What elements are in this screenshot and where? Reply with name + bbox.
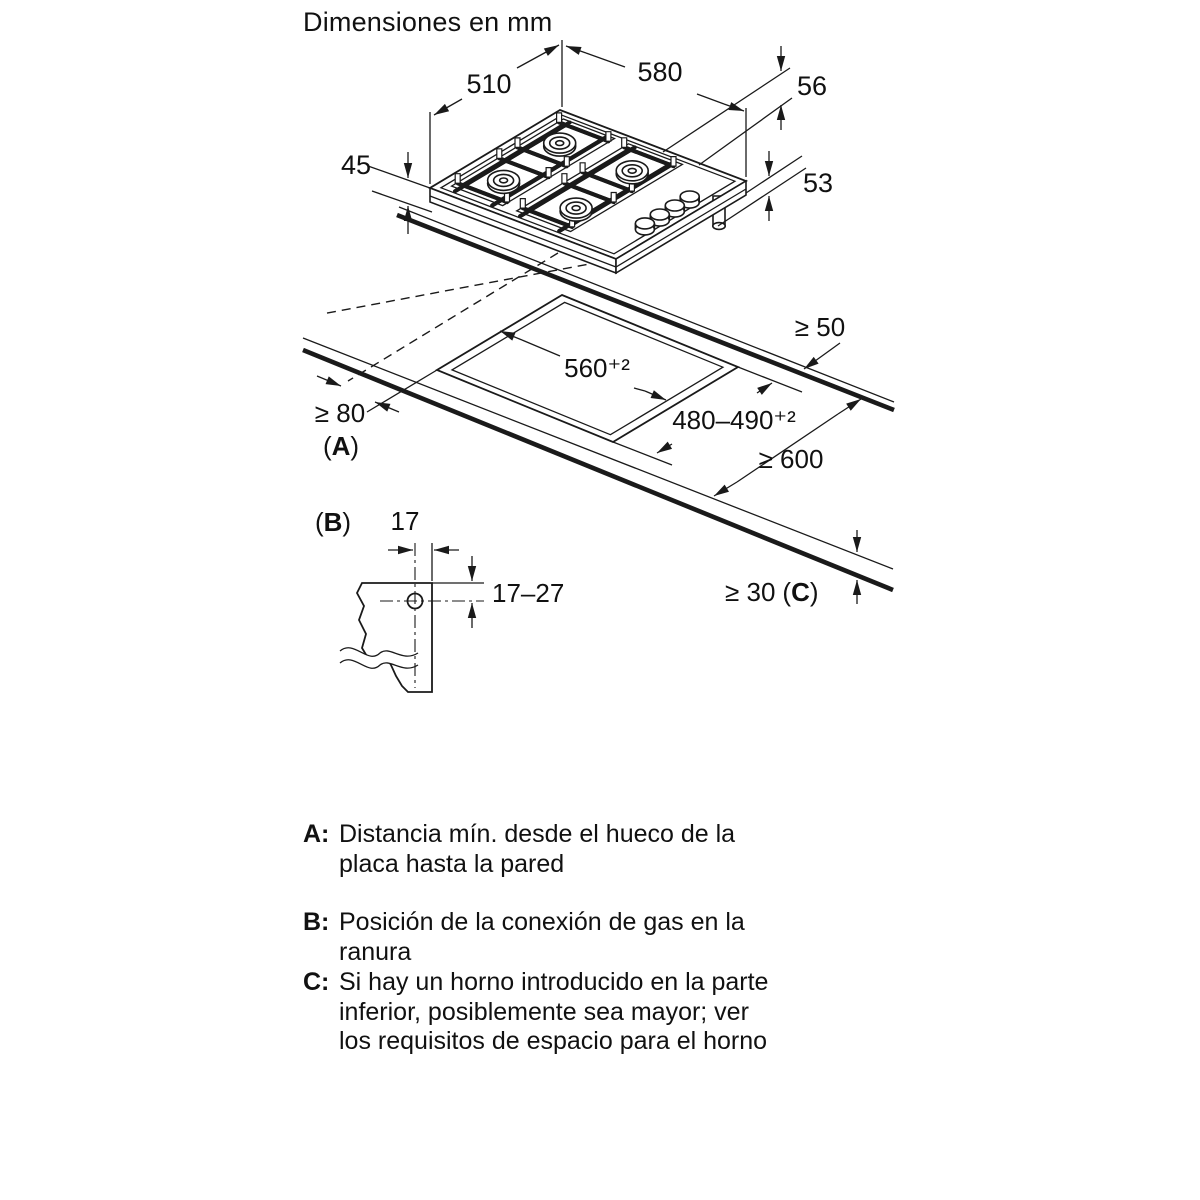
legend-item-a [303,820,781,879]
arrow-600-up [838,399,861,414]
arrow-480-down [657,444,672,453]
legend-text-b: Posición de la conexión de gas en la ranura [339,908,745,966]
detail-ext-lines [432,543,484,583]
burner-left [488,170,520,193]
dim-label-side-clearance: ≥ 80 [314,398,366,428]
dim-label-cutout-width: 560⁺² [564,353,630,383]
legend-text-a: Distancia mín. desde el hueco de la placa hasta la pared [339,820,736,878]
legend-key-a: A: [303,820,330,848]
gas-connection-detail [340,543,484,692]
page-title: Dimensiones en mm [303,7,553,37]
dim-label-worktop-depth: ≥ 600 [758,444,824,474]
dim-label-510: 510 [466,69,512,99]
arrow-50 [804,343,840,369]
burner-right [616,161,648,184]
arrow-80-right [375,402,399,412]
ref-label-a: (A) [322,431,360,461]
arrow-80-left [317,376,341,386]
dim-label-bottom-clearance: ≥ 30 (C) [725,577,819,607]
legend-text-c: Si hay un horno introducido en la parte inferior, posiblemente sea mayor; ver los requisitos de espacio para el horno [339,968,769,1055]
dim-label-gas-x: 17 [390,506,420,536]
ref-label-b: (B) [314,507,352,537]
legend-key-c: C: [303,968,330,996]
legend-item-c [303,968,781,1057]
dim-label-cutout-depth: 480–490⁺² [672,405,796,435]
hob-isometric-drawing [368,40,806,273]
arrow-600-down [714,482,737,496]
dim-label-45: 45 [340,150,372,180]
dim-label-gas-y: 17–27 [492,578,565,608]
arrow-480-up [757,383,772,393]
ext-line-cutout-sw [613,442,672,465]
dim-label-56: 56 [796,71,828,101]
legend-key-b: B: [303,908,330,936]
burner-back [544,133,576,156]
dim-label-580: 580 [637,57,683,87]
burner-front [560,198,592,221]
legend-item-b [303,908,781,967]
dim-label-53: 53 [802,168,834,198]
legend [303,820,781,1057]
dim-label-rear-clearance: ≥ 50 [794,312,846,342]
